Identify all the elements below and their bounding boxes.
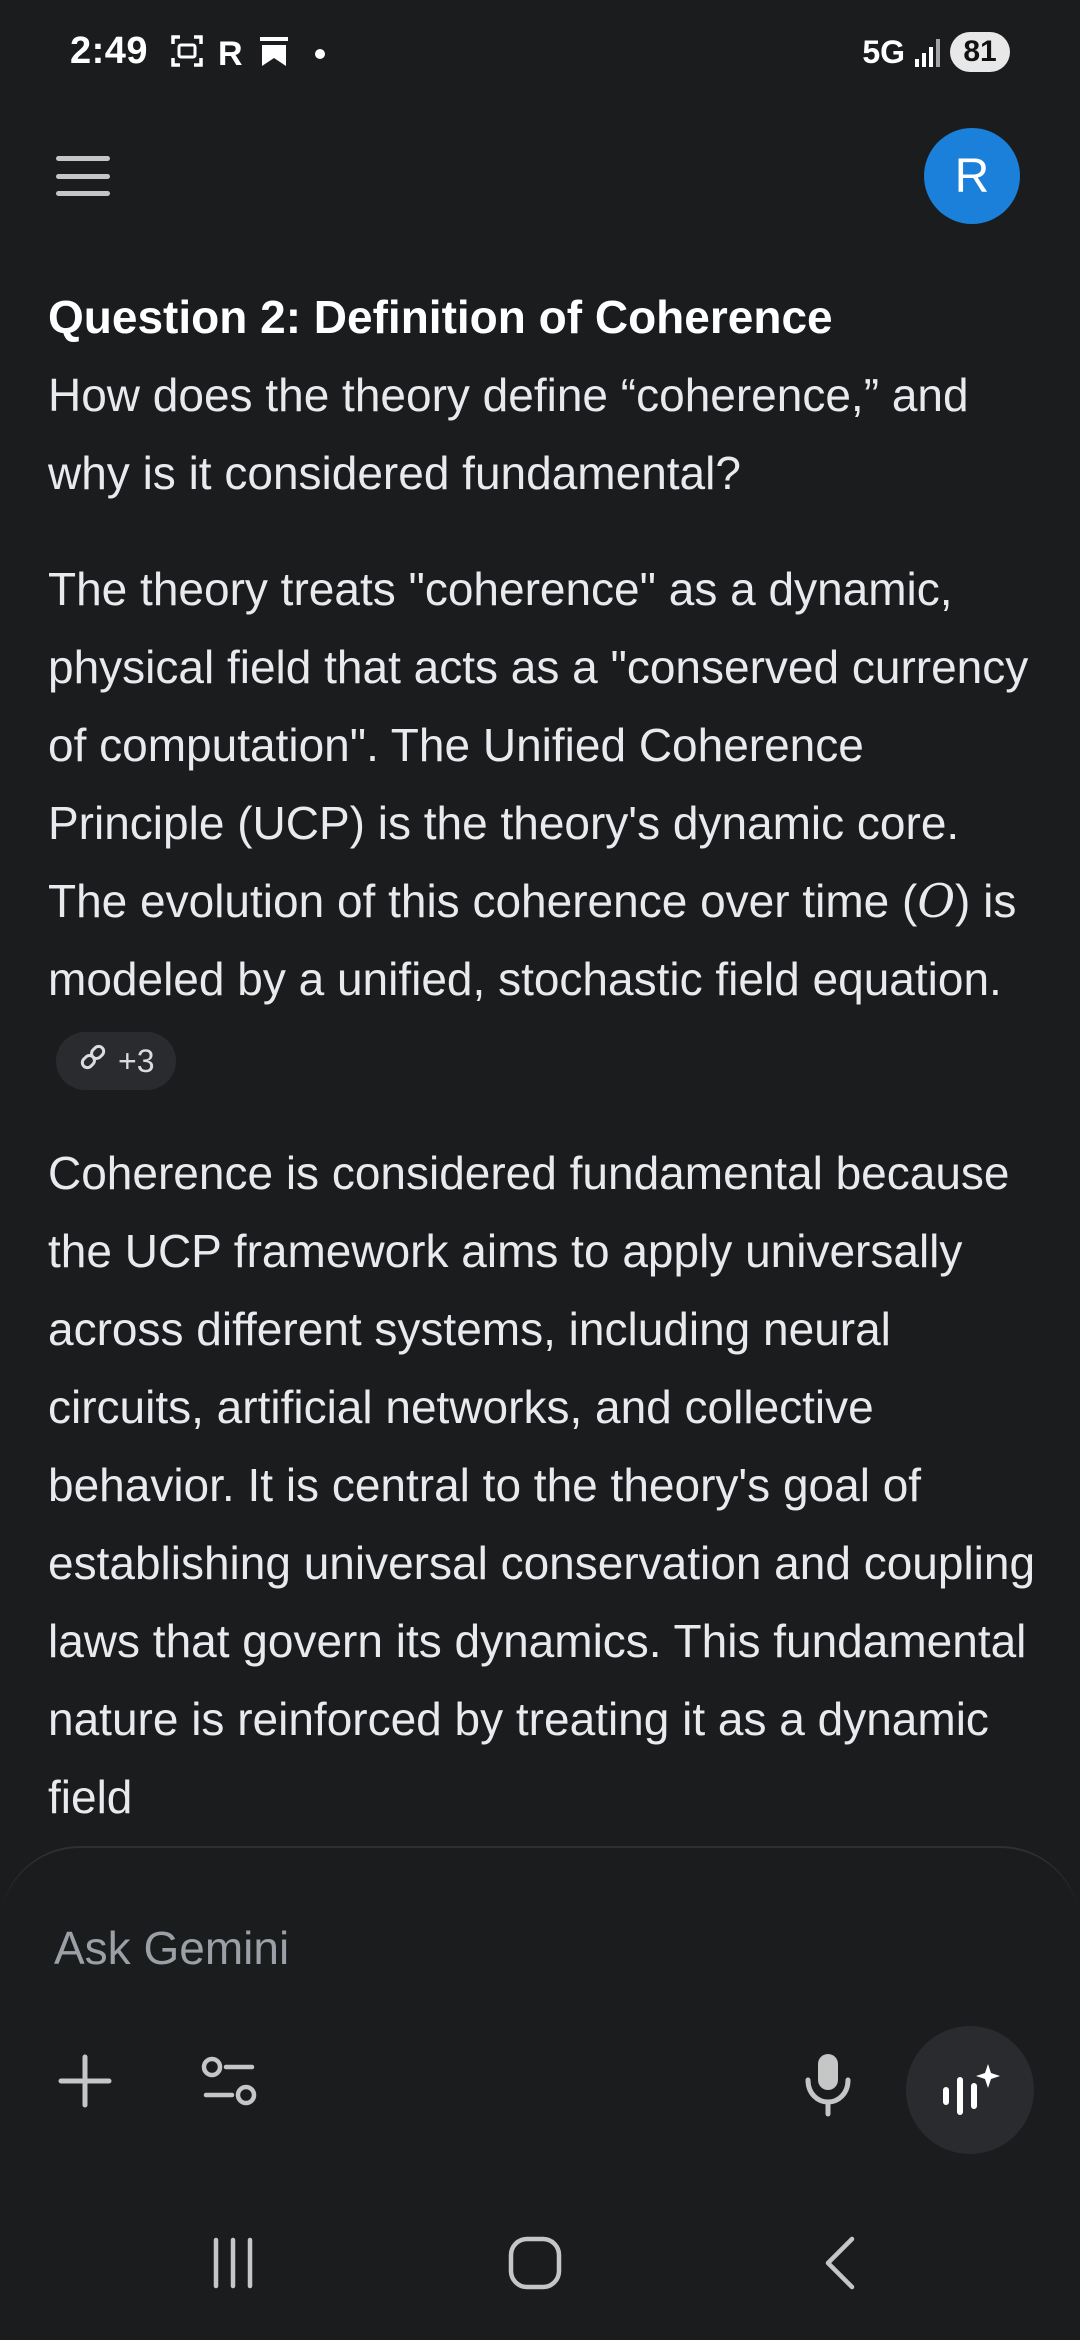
paragraph-1-text-start: The theory treats "coherence" as a dynamic, physical field that acts as a "conserved currency of computation". The Unified Coherence Principle (UCP) is the theory's dynamic core. The evolution of this coherence over time (: [48, 563, 1029, 927]
status-time: 2:49: [70, 30, 149, 72]
recents-icon[interactable]: [183, 2228, 283, 2298]
answer-paragraph-1: [48, 550, 1038, 1096]
question-text: How does the theory define “coherence,” and why is it considered fundamental?: [48, 369, 969, 499]
status-system-icons: [862, 32, 1010, 72]
plus-icon[interactable]: [50, 2046, 120, 2116]
screenshot-icon: [170, 34, 204, 73]
sources-count: +3: [118, 1042, 155, 1079]
question-title: Question 2: Definition of Coherence: [48, 291, 833, 343]
gemini-live-icon[interactable]: [906, 2026, 1034, 2154]
tools-icon[interactable]: [190, 2046, 270, 2116]
paragraph-1-text-end: ) is modeled by a unified, stochastic field equation.: [48, 875, 1017, 1005]
ask-gemini-input[interactable]: [54, 1918, 954, 1978]
home-icon[interactable]: [485, 2228, 585, 2298]
app-notification-glyph: R: [218, 34, 243, 73]
status-notification-icons: [170, 34, 325, 73]
back-icon[interactable]: [790, 2228, 890, 2298]
more-notifications-dot: [315, 49, 325, 59]
avatar[interactable]: R: [924, 128, 1020, 224]
answer-paragraph-2: Coherence is considered fundamental because the UCP framework aims to apply universally across different systems, including neural circuits, artificial networks, and collective behavior. It is central to the theory's goal of establishing universal conservation and coupling laws that govern its dynamics. This fundamental nature is reinforced by treating it as a dynamic field: [48, 1147, 1036, 1823]
microphone-icon[interactable]: [790, 2046, 866, 2122]
battery-indicator: 81: [950, 32, 1010, 72]
signal-icon: [915, 37, 940, 67]
math-symbol: O: [917, 874, 956, 928]
sources-chip[interactable]: [56, 1032, 176, 1090]
hamburger-menu-icon[interactable]: [52, 150, 114, 202]
status-bar: [0, 0, 1080, 110]
question-block: [48, 278, 1038, 512]
response-content: [48, 278, 1038, 1836]
link-icon: [78, 1032, 108, 1090]
network-type: 5G: [862, 33, 905, 70]
bookmark-icon: [257, 34, 291, 73]
